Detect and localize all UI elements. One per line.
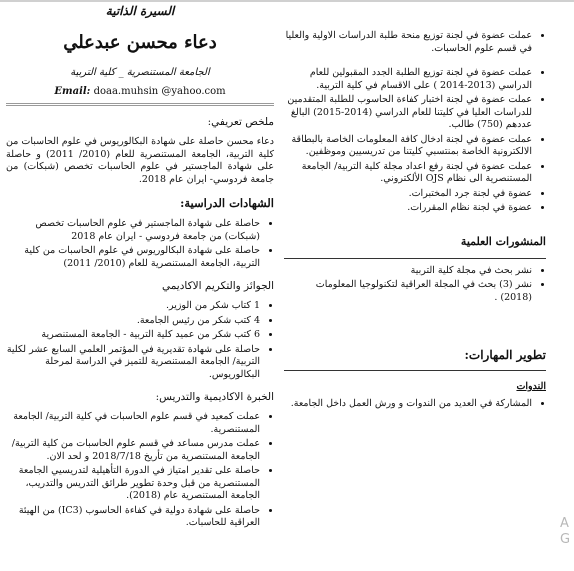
watermark-line: A <box>560 516 569 531</box>
publications-list <box>284 265 546 305</box>
seminars-subheading: الندوات <box>516 381 546 392</box>
committees-list <box>284 30 546 215</box>
education-heading: الشهادات الدراسية: <box>180 196 274 210</box>
profile-text: دعاء محسن حاصلة على شهادة البكالوريوس في علوم الحاسبات من كلية التربية، الجامعة المستنصرية للعام (2010/ 2011) و حاصلة على شهادة الماجستير في علوم الحاسبات تخصص (شبكات) من جامعة فردوسي- ايران عام 2018. <box>6 136 274 185</box>
experience-heading: الخبرة الاكاديمية والتدريس: <box>155 391 274 403</box>
list-item: • نشر بحث في مجلة كلية التربية <box>284 265 532 278</box>
education-list <box>6 218 274 270</box>
right-column <box>284 30 546 413</box>
list-item: • عملت مدرس مساعد في قسم علوم الحاسبات من كلية التربية/ الجامعة المستنصرية من تأريخ 2018/7/18 و لحد الان. <box>6 438 260 463</box>
list-item: • عملت عضوة في لجنة ادخال كافة المعلومات الخاصة بالبطاقة الالكترونية الخاصة بمنتسبي كليتنا من تدريسيين وموظفين. <box>284 134 532 159</box>
left-column <box>6 4 274 532</box>
email-link[interactable]: doaa.muhsin @yahoo.com <box>93 86 226 97</box>
list-item: • 6 كتب شكر من عميد كلية التربية - الجامعة المستنصرية <box>6 329 260 342</box>
experience-list <box>6 411 274 530</box>
document-title: السيرة الذاتية <box>105 4 175 18</box>
list-item: • عضوة في لجنة جرد المختبرات. <box>284 188 532 201</box>
awards-list <box>6 300 274 381</box>
email-line <box>6 86 274 97</box>
list-item: • حاصلة على شهادة دولية في كفاءة الحاسوب (IC3) من الهيئة العراقية للحاسبات. <box>6 505 260 530</box>
publications-heading: المنشورات العلمية <box>460 234 546 248</box>
list-item: • 4 كتب شكر من رئيس الجامعة. <box>6 315 260 328</box>
profile-heading: ملخص تعريفي: <box>207 116 274 128</box>
list-item: • حاصلة على شهادة تقديرية في المؤتمر العلمي السابع عشر لكلية التربية/ الجامعة المستنصرية للتميز في الدراسة لمرحلة البكالوريوس. <box>6 344 260 382</box>
email-label: Email: <box>54 86 91 97</box>
publications-divider <box>284 258 546 259</box>
skills-list <box>284 398 546 411</box>
list-item: • عضوة في لجنة نظام المقررات. <box>284 202 532 215</box>
watermark-line: G <box>560 532 571 547</box>
list-item: • عملت عضوة في لجنة رفع اعداد مجلة كلية التربية/ الجامعة المستنصرية الى نظام OJS الألكتروني. <box>284 161 532 186</box>
affiliation: الجامعة المستنصرية _ كلية التربية <box>70 67 210 78</box>
activation-watermark <box>560 516 570 548</box>
list-item: • عملت عضوة في لجنة توزيع منحة طلبة الدراسات الاولية والعليا في قسم علوم الحاسبات. <box>284 30 532 55</box>
list-item: • عملت عضوة في لجنة اختبار كفاءة الحاسوب للطلبة المتقدمين للدراسات العليا في كليتنا للعام الدراسي (2014-2015) البالغ عددهم (750) طالب. <box>284 94 532 132</box>
header-divider <box>6 103 274 106</box>
list-item: • حاصلة على شهادة الماجستير في علوم الحاسبات تخصص (شبكات) من جامعة فردوسي - ايران عام 2018 <box>6 218 260 243</box>
list-item: • نشر (3) بحث في المجلة العراقية لتكنولوجيا المعلومات (2018) . <box>284 279 532 304</box>
list-item: • عملت عضوة في لجنة توزيع الطلبة الجدد المقبولين للعام الدراسي (2013-2014 ) على الاقسام في كلية التربية. <box>284 67 532 92</box>
top-border <box>0 0 574 2</box>
list-item: • المشاركة في العديد من الندوات و ورش العمل داخل الجامعة. <box>284 398 532 411</box>
person-name: دعاء محسن عبدعلي <box>63 32 217 53</box>
list-item: • 1 كتاب شكر من الوزير. <box>6 300 260 313</box>
awards-heading: الجوائز والتكريم الاكاديمي <box>161 280 274 292</box>
list-item: • حاصلة على شهادة البكالوريوس في علوم الحاسبات من كلية التربية، الجامعة المستنصرية للعام (2010/ 2011) <box>6 245 260 270</box>
skills-divider <box>284 370 546 371</box>
list-item: • حاصلة على تقدير امتياز في الدورة التأهيلية لتدريسيي الجامعة المستنصرية من قبل وحدة تطوير طرائق التدريس والتدريب، الجامعة المستنصرية عام (2018). <box>6 465 260 503</box>
list-item: • عملت كمعيد في قسم علوم الحاسبات في كلية التربية/ الجامعة المستنصرية. <box>6 411 260 436</box>
skills-heading: تطوير المهارات: <box>464 348 546 362</box>
